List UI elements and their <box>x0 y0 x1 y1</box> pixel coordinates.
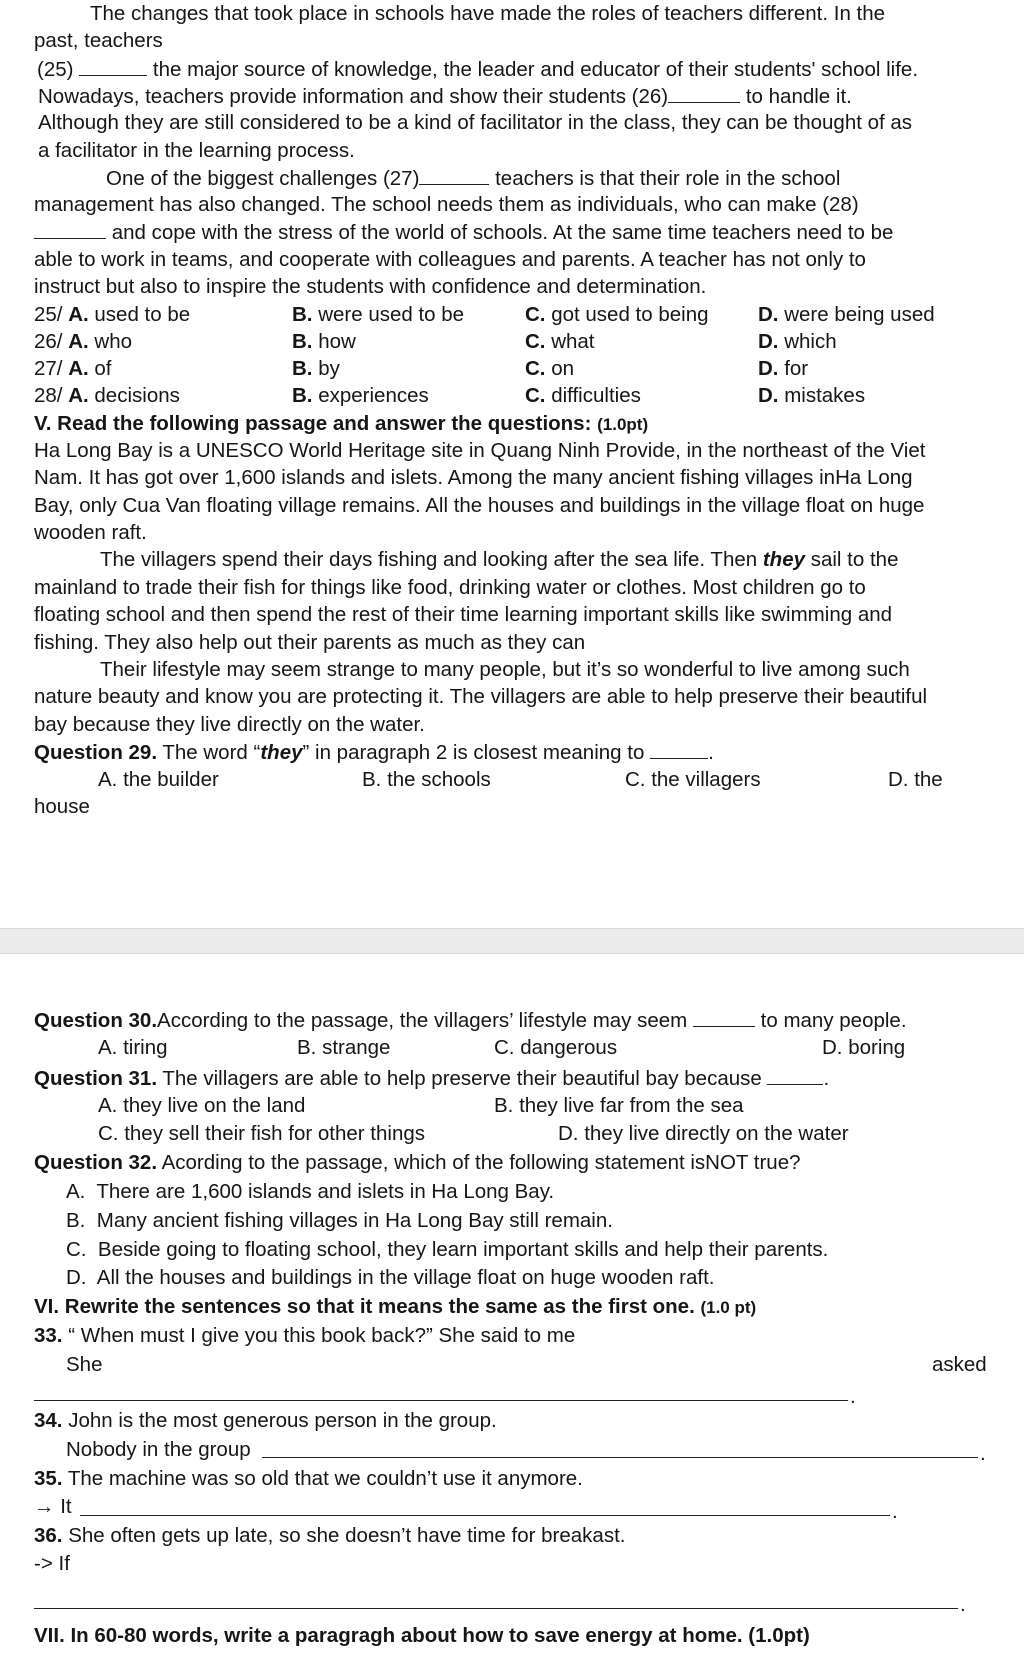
reading-1-line-3: Bay, only Cua Van floating village remains. All the houses and buildings in the village float on huge <box>34 494 925 517</box>
question-30: Question 30.According to the passage, the villagers’ lifestyle may seem to many people. <box>34 1009 907 1032</box>
reading-2-line-3: floating school and then spend the rest of their time learning important skills like swimming and <box>34 603 893 626</box>
section-7-title: VII. In 60-80 words, write a paragragh about how to save energy at home. (1.0pt) <box>34 1624 810 1647</box>
passage-2-line-4: able to work in teams, and cooperate with colleagues and parents. A teacher has not only to <box>34 248 866 271</box>
reading-1-line-1: Ha Long Bay is a UNESCO World Heritage site in Quang Ninh Provide, in the northeast of the Viet <box>34 439 926 462</box>
q30-option-c[interactable]: C. dangerous <box>494 1036 618 1059</box>
question-31: Question 31. The villagers are able to help preserve their beautiful bay because . <box>34 1067 830 1090</box>
mcq-num: 26/ A. who <box>34 330 133 353</box>
q32-option-b[interactable]: B. Many ancient fishing villages in Ha Long Bay still remain. <box>66 1209 613 1232</box>
page-separator <box>0 928 1024 954</box>
q36-start: -> If <box>34 1552 70 1575</box>
mcq-option-d[interactable]: D. were being used <box>758 303 935 326</box>
q31-option-c[interactable]: C. they sell their fish for other things <box>98 1122 426 1145</box>
reading-2-line-1: The villagers spend their days fishing and looking after the sea life. Then they sail to the <box>100 548 899 571</box>
q34-period: . <box>980 1442 986 1465</box>
mcq-num: 25/ A. used to be <box>34 303 191 326</box>
passage-1-line-5: Although they are still considered to be a kind of facilitator in the class, they can be thought of as <box>38 111 913 134</box>
mcq-option-c[interactable]: C. what <box>525 330 595 353</box>
blank-28[interactable] <box>34 222 106 239</box>
mcq-option-b[interactable]: B. were used to be <box>292 303 465 326</box>
passage-1-line-4: Nowadays, teachers provide information and show their students (26) to handle it. <box>38 85 852 108</box>
q32-option-a[interactable]: A. There are 1,600 islands and islets in Ha Long Bay. <box>66 1180 555 1203</box>
passage-1-line-3: (25) the major source of knowledge, the leader and educator of their students' school life. <box>37 58 919 81</box>
passage-2-line-5: instruct but also to inspire the students with confidence and determination. <box>34 275 707 298</box>
mcq-option-d[interactable]: D. for <box>758 357 809 380</box>
blank-25[interactable] <box>79 59 147 76</box>
reading-2-line-2: mainland to trade their fish for things like food, drinking water or clothes. Most children go to <box>34 576 866 599</box>
passage-1-line-2: past, teachers <box>34 29 163 52</box>
blank-31[interactable] <box>767 1068 823 1085</box>
mcq-option-b[interactable]: B. by <box>292 357 340 380</box>
mcq-option-d[interactable]: D. which <box>758 330 837 353</box>
question-33: 33. “ When must I give you this book back?” She said to me <box>34 1324 576 1347</box>
passage-2-line-3: and cope with the stress of the world of schools. At the same time teachers need to be <box>34 222 893 244</box>
section-5-title: V. Read the following passage and answer the questions: (1.0pt) <box>34 412 649 435</box>
q35-answer-line[interactable] <box>80 1515 890 1516</box>
q29-option-d[interactable]: D. the <box>888 768 943 791</box>
reading-2-line-4: fishing. They also help out their parents as much as they can <box>34 631 586 654</box>
mcq-option-b[interactable]: B. how <box>292 330 356 353</box>
passage-1-line-1: The changes that took place in schools have made the roles of teachers different. In the <box>90 2 886 25</box>
passage-2-line-2: management has also changed. The school needs them as individuals, who can make (28) <box>34 193 859 216</box>
q36-answer-line[interactable] <box>34 1608 958 1609</box>
q31-option-b[interactable]: B. they live far from the sea <box>494 1094 744 1117</box>
reading-3-line-2: nature beauty and know you are protecting it. The villagers are able to help preserve their beautiful <box>34 685 928 708</box>
mcq-option-c[interactable]: C. on <box>525 357 575 380</box>
mcq-num: 27/ A. of <box>34 357 112 380</box>
reading-3-line-3: bay because they live directly on the water. <box>34 713 425 736</box>
reading-3-line-1: Their lifestyle may seem strange to many people, but it’s so wonderful to live among such <box>100 658 910 681</box>
q31-option-d[interactable]: D. they live directly on the water <box>558 1122 849 1145</box>
reading-1-line-4: wooden raft. <box>34 521 147 544</box>
q30-option-b[interactable]: B. strange <box>297 1036 391 1059</box>
q36-period: . <box>960 1593 966 1616</box>
q33-start: She <box>66 1353 103 1376</box>
q33-period: . <box>850 1385 856 1408</box>
mcq-option-d[interactable]: D. mistakes <box>758 384 866 407</box>
q35-start: → It <box>34 1495 72 1518</box>
mcq-option-c[interactable]: C. got used to being <box>525 303 709 326</box>
q29-option-b[interactable]: B. the schools <box>362 768 491 791</box>
q32-option-c[interactable]: C. Beside going to floating school, they learn important skills and help their parents. <box>66 1238 829 1261</box>
q33-answer-line[interactable] <box>34 1400 848 1401</box>
q29-option-c[interactable]: C. the villagers <box>625 768 761 791</box>
reading-1-line-2: Nam. It has got over 1,600 islands and islets. Among the many ancient fishing villages inHa Long <box>34 466 913 489</box>
question-34: 34. John is the most generous person in the group. <box>34 1409 497 1432</box>
q29-option-d-wrap: house <box>34 795 90 818</box>
mcq-num: 28/ A. decisions <box>34 384 180 407</box>
passage-1-line-6: a facilitator in the learning process. <box>38 139 355 162</box>
q34-answer-line[interactable] <box>262 1457 978 1458</box>
q32-option-d[interactable]: D. All the houses and buildings in the village float on huge wooden raft. <box>66 1266 715 1289</box>
q35-period: . <box>892 1500 898 1523</box>
question-32: Question 32. Acording to the passage, which of the following statement isNOT true? <box>34 1151 801 1174</box>
q30-option-a[interactable]: A. tiring <box>98 1036 168 1059</box>
passage-2-line-1: One of the biggest challenges (27) teachers is that their role in the school <box>106 167 841 190</box>
blank-27[interactable] <box>419 168 489 185</box>
section-6-title: VI. Rewrite the sentences so that it means the same as the first one. (1.0 pt) <box>34 1295 757 1318</box>
q30-option-d[interactable]: D. boring <box>822 1036 906 1059</box>
mcq-option-c[interactable]: C. difficulties <box>525 384 641 407</box>
blank-26[interactable] <box>668 86 740 103</box>
question-36: 36. She often gets up late, so she doesn’t have time for breakast. <box>34 1524 626 1547</box>
blank-29[interactable] <box>650 742 708 759</box>
blank-30[interactable] <box>693 1010 755 1027</box>
q31-option-a[interactable]: A. they live on the land <box>98 1094 306 1117</box>
q29-option-a[interactable]: A. the builder <box>98 768 219 791</box>
mcq-option-b[interactable]: B. experiences <box>292 384 429 407</box>
q33-asked: asked <box>932 1353 987 1376</box>
q34-start: Nobody in the group <box>66 1438 251 1461</box>
question-29: Question 29. The word “they” in paragraph 2 is closest meaning to . <box>34 741 714 764</box>
question-35: 35. The machine was so old that we couldn’t use it anymore. <box>34 1467 583 1490</box>
